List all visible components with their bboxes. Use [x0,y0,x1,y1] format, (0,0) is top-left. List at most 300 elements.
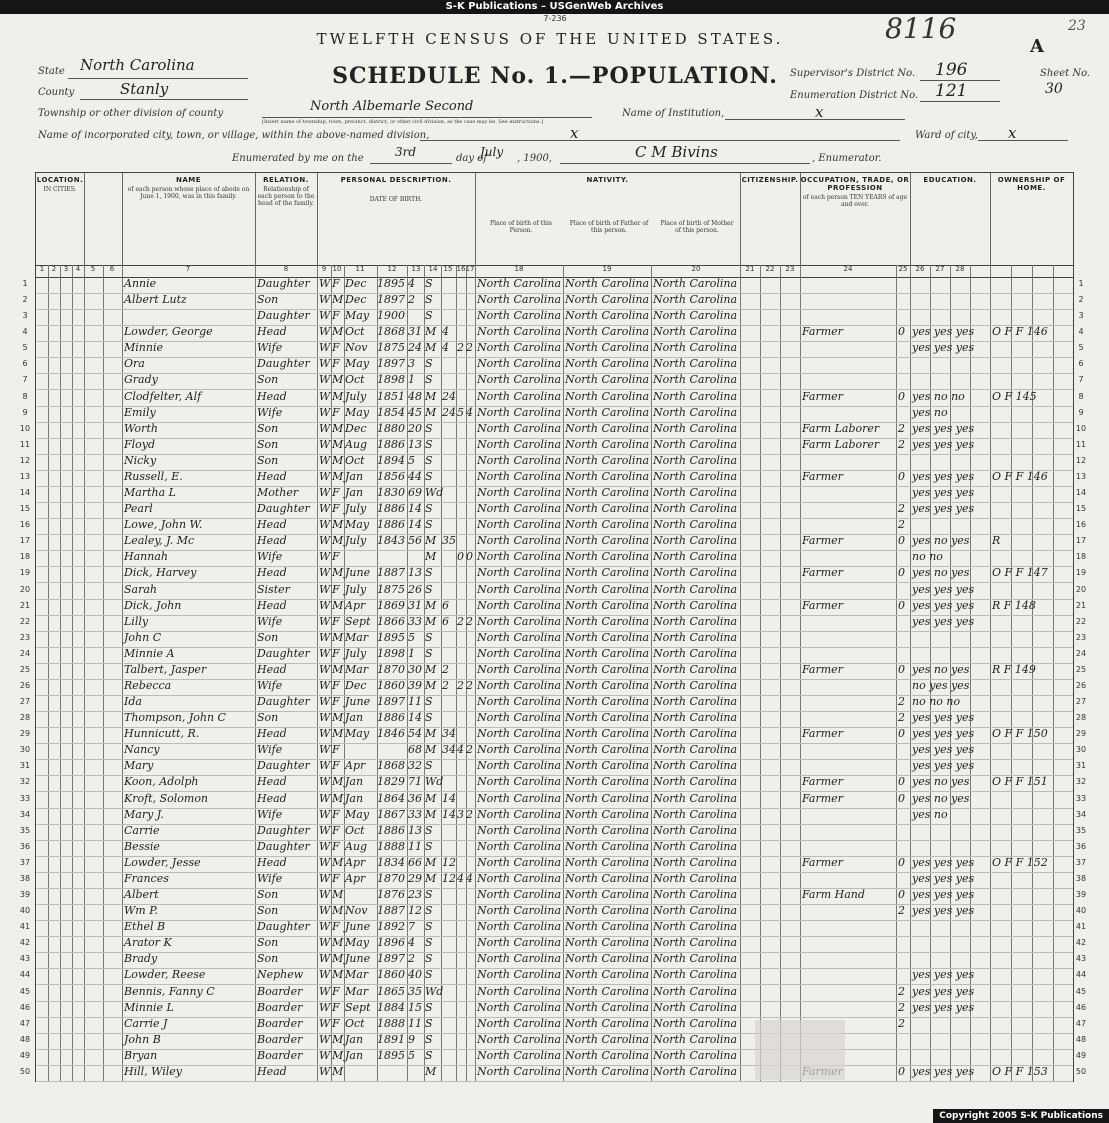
cell-ch [457,454,466,470]
cell-fp: North Carolina [565,325,650,339]
cell-month [345,888,377,904]
cell-mar: S [425,695,433,709]
cell-own: O F F 152 [992,855,1048,869]
cell-sex: F [332,486,340,500]
cell-year: 1897 [377,357,405,371]
cell-fp: North Carolina [565,952,650,966]
cell-fam [103,872,122,888]
occupation-header: OCCUPATION, TRADE, OR PROFESSION of each person TEN YEARS of age and over. [800,173,911,265]
cell-name: Minnie [124,341,163,355]
cell-age: 66 [408,855,422,869]
cell-occ [802,647,896,663]
cell-dw [84,888,103,904]
cell-edu [912,357,990,373]
cell-own [992,840,1072,856]
cell-rel: Son [257,888,279,902]
row-number: 42 [19,938,31,948]
cell-own [992,502,1072,518]
relation-header: RELATION. Relationship of each person to the head of the family. [255,173,318,265]
row-number: 17 [1075,536,1087,546]
cell-fam [103,1033,122,1049]
cell-age: 14 [408,518,422,532]
cell-liv [466,824,475,840]
cell-ch: 3 [457,807,464,821]
cell-fp: North Carolina [565,518,650,532]
cell-name: Grady [124,373,158,387]
cell-sex: F [332,679,340,692]
cell-sex: F [332,871,340,885]
cell-mp: North Carolina [653,453,738,467]
cell-own: O F 145 [992,389,1037,403]
cell-yrs: 24 [442,389,456,403]
cell-name: Russell, E. [124,469,183,483]
cell-yrs: 34 [442,743,456,757]
cell-own: R F 148 [992,598,1036,612]
cell-rel: Wife [257,550,283,564]
cell-bp: North Carolina [477,502,562,516]
cell-sex: M [332,855,344,869]
cell-mp: North Carolina [653,984,738,998]
cell-rel: Wife [257,743,283,757]
cell-edu: yes yes yes [912,502,975,516]
table-row [36,792,1073,809]
cell-mp: North Carolina [653,1032,738,1046]
cell-month [345,1065,377,1081]
cell-bp: North Carolina [477,695,562,709]
cell-color: W [319,405,331,419]
row-number: 17 [19,536,31,546]
day-label: day of [456,153,487,164]
cell-yrs [442,293,456,309]
cell-mp: North Carolina [653,582,738,596]
cell-fam [103,808,122,824]
cell-occ: Farmer [802,325,843,339]
cell-color: W [319,888,331,902]
row-number: 36 [1075,841,1087,851]
cell-occ [802,824,896,840]
cell-ch [457,583,466,599]
cell-fam [103,534,122,550]
cell-age: 31 [408,598,422,612]
township-label: Township or other division of county [38,108,224,119]
cell-yrs: 4 [442,341,449,355]
cell-mo: 2 [898,984,905,998]
cell-liv [466,1049,475,1065]
cell-yrs: 34 [442,727,456,741]
cell-ch [457,486,466,502]
cell-name: Bessie [124,839,160,853]
cell-edu: no no no [912,695,961,709]
column-number: 27 [935,265,945,273]
cell-fam [103,856,122,872]
cell-mar: M [425,662,437,676]
cell-liv [466,695,475,711]
cell-mo [898,743,910,759]
cell-dw [84,502,103,518]
cell-fp: North Carolina [565,904,650,918]
cell-mar: S [425,646,433,660]
cell-month: Mar [345,662,369,676]
cell-rel: Wife [257,614,283,628]
cell-color: W [319,839,331,853]
cell-edu [912,518,990,534]
cell-occ: Farmer [802,791,843,805]
cell-yrs: 14 [442,791,456,805]
cell-age: 14 [408,711,422,725]
cell-bp: North Carolina [477,920,562,934]
cell-bp: North Carolina [477,469,562,483]
cell-occ [802,679,896,695]
cell-fam [103,1049,122,1065]
cell-mp: North Carolina [653,920,738,934]
cell-color: W [319,936,331,950]
cell-name: Annie [124,277,157,290]
cell-ch [457,631,466,647]
city-underline [420,140,900,141]
row-number: 6 [1078,359,1084,369]
cell-edu [912,631,990,647]
column-number: 2 [51,265,57,273]
cell-year: 1895 [377,1048,405,1062]
cell-name: Mary [124,759,154,773]
cell-rel: Boarder [257,1016,303,1030]
cell-year: 1846 [377,727,405,741]
cell-age: 5 [408,453,415,467]
cell-mar: S [425,711,433,725]
cell-month: Nov [345,341,368,355]
cell-mp: North Carolina [653,502,738,516]
cell-edu: yes no no [912,389,965,403]
cell-ch [457,936,466,952]
cell-year: 1875 [377,341,405,355]
township-note: [Insert name of township, town, precinct, district, or other civil division, as the case may be. See instructions.] [262,119,544,125]
cell-mo: 2 [898,421,905,435]
cell-bp: North Carolina [477,952,562,966]
table-row [36,840,1073,857]
cell-sex: M [332,373,344,387]
ward-label: Ward of city, [915,130,978,141]
cell-mar: M [425,807,437,821]
cell-mo [898,277,910,293]
cell-occ: Farmer [802,534,843,548]
row-number: 39 [1075,890,1087,900]
cell-month: May [345,727,370,741]
cell-occ [802,985,896,1001]
cell-mar: S [425,502,433,516]
cell-mp: North Carolina [653,646,738,660]
cell-yrs [442,566,456,582]
row-number: 8 [22,391,28,401]
cell-name: Hannah [124,550,168,564]
cell-fam [103,695,122,711]
row-number: 43 [19,954,31,964]
table-row [36,1065,1073,1082]
enumerator-label: , Enumerator. [812,153,882,164]
cell-mar: M [425,855,437,869]
county-underline [80,99,248,100]
cell-mp: North Carolina [653,695,738,709]
table-row [36,856,1073,873]
cell-rel: Boarder [257,984,303,998]
column-number: 14 [428,265,438,273]
cell-mp: North Carolina [653,952,738,966]
copyright-banner: Copyright 2005 S-K Publications [933,1109,1109,1123]
cell-rel: Boarder [257,1048,303,1062]
cell-liv [466,470,475,486]
cell-mo: 0 [898,389,905,403]
cell-liv [466,534,475,550]
row-number: 42 [1075,938,1087,948]
cell-rel: Wife [257,679,283,692]
cell-edu: yes no yes [912,791,970,805]
cell-month: Oct [345,453,365,467]
cell-sex: M [332,727,344,741]
cell-ch [457,727,466,743]
table-row [36,872,1073,889]
cell-mo [898,583,910,599]
cell-fam [103,518,122,534]
cell-mar: M [425,325,437,339]
cell-ch [457,775,466,791]
row-number: 7 [22,375,28,385]
cell-sex: F [332,839,340,853]
cell-bp: North Carolina [477,293,562,307]
cell-fp: North Carolina [565,341,650,355]
cell-own [992,824,1072,840]
cell-sex: M [332,437,344,451]
cell-sex: M [332,566,344,580]
cell-bp: North Carolina [477,598,562,612]
cell-year: 1867 [377,807,405,821]
cell-ch [457,325,466,341]
cell-mo [898,808,910,824]
city-value: x [570,124,579,142]
row-number: 44 [1075,970,1087,980]
row-number: 4 [22,327,28,337]
cell-month: Jan [345,791,364,805]
cell-yrs [442,840,456,856]
cell-color: W [319,695,331,709]
cell-color: W [319,630,331,644]
cell-ch: 4 [457,871,464,885]
form-number: 7-236 [543,14,567,23]
cell-mo: 2 [898,695,905,709]
row-number: 26 [19,681,31,690]
cell-mp: North Carolina [653,389,738,403]
cell-mo [898,647,910,663]
cell-color: W [319,566,331,580]
cell-mp: North Carolina [653,309,738,323]
cell-own [992,486,1072,502]
cell-name: Floyd [124,437,156,451]
cell-ch: 5 [457,405,464,419]
row-number: 36 [19,841,31,851]
table-row [36,566,1073,583]
cell-fam [103,743,122,759]
cell-rel: Daughter [257,502,310,516]
cell-bp: North Carolina [477,823,562,837]
cell-ch [457,856,466,872]
cell-yrs: 2 [442,679,449,692]
cell-dw [84,727,103,743]
row-number: 41 [19,922,31,932]
cell-edu: yes yes yes [912,1000,975,1014]
cell-name: John C [124,630,162,644]
cell-liv: 0 [466,550,473,564]
cell-edu: yes no yes [912,566,970,580]
cell-color: W [319,743,331,757]
cell-edu [912,373,990,389]
cell-own [992,920,1072,936]
row-number: 1 [1078,279,1084,288]
table-row [36,824,1073,841]
cell-mo: 0 [898,662,905,676]
cell-sex: M [332,775,344,789]
row-number: 2 [22,295,28,305]
cell-ch [457,920,466,936]
cell-fp: North Carolina [565,807,650,821]
cell-name: Albert Lutz [124,293,187,307]
column-number: 16 [456,265,466,273]
cell-name: Bryan [124,1048,158,1062]
cell-mp: North Carolina [653,1064,738,1078]
cell-occ: Farmer [802,855,843,869]
cell-edu: yes yes yes [912,341,975,355]
cell-liv [466,952,475,968]
cell-edu: yes yes yes [912,855,975,869]
cell-month [345,550,377,566]
cell-yrs [442,1033,456,1049]
row-number: 16 [19,520,31,530]
cell-color: W [319,502,331,516]
cell-fp: North Carolina [565,1032,650,1046]
cell-mp: North Carolina [653,743,738,757]
row-number: 24 [19,648,31,658]
cell-occ [802,583,896,599]
cell-bp: North Carolina [477,630,562,644]
sheet-letter: A [1030,36,1044,57]
cell-fp: North Carolina [565,469,650,483]
row-number: 45 [1075,986,1087,996]
cell-mar: S [425,566,433,580]
cell-age: 3 [408,357,415,371]
cell-dw [84,792,103,808]
cell-own [992,583,1072,599]
cell-color: W [319,871,331,885]
census-grid [35,172,1074,1082]
cell-liv: 2 [466,341,473,355]
cell-liv: 2 [466,743,473,757]
cell-bp: North Carolina [477,566,562,580]
row-number: 37 [19,857,31,867]
cell-own [992,438,1072,454]
column-number: 26 [915,265,925,273]
row-number: 40 [19,906,31,916]
cell-year: 1868 [377,325,405,339]
cell-fam [103,1001,122,1017]
cell-mo [898,631,910,647]
cell-own [992,1017,1072,1033]
cell-occ [802,341,896,357]
cell-fam [103,792,122,808]
cell-liv [466,663,475,679]
cell-occ [802,952,896,968]
cell-month: Oct [345,373,365,387]
cell-sex: F [332,277,340,290]
supervisor-value: 196 [935,60,968,80]
cell-mar: Wd [425,775,444,789]
cell-color: W [319,823,331,837]
cell-rel: Head [257,518,287,532]
cell-sex: M [332,888,344,902]
column-number: 18 [514,265,524,273]
cell-bp: North Carolina [477,277,562,290]
cell-occ [802,502,896,518]
cell-mo [898,293,910,309]
cell-dw [84,872,103,888]
cell-month: Dec [345,277,367,290]
cell-liv [466,486,475,502]
name-header: NAME of each person whose place of abode on June 1, 1900, was in this family. [122,173,256,265]
cell-bp: North Carolina [477,437,562,451]
cell-fp: North Carolina [565,984,650,998]
cell-fam [103,293,122,309]
cell-dw [84,824,103,840]
cell-name: Bennis, Fanny C [124,984,215,998]
row-number: 31 [19,761,31,771]
row-number: 27 [19,697,31,707]
cell-dw [84,856,103,872]
cell-year: 1886 [377,711,405,725]
cell-mo: 0 [898,566,905,580]
cell-year [377,550,407,566]
cell-edu: yes yes yes [912,871,975,885]
table-row [36,679,1073,696]
cell-occ [802,486,896,502]
cell-mo: 2 [898,711,905,725]
cell-fp: North Carolina [565,775,650,789]
cell-yrs [442,824,456,840]
cell-rel: Head [257,855,287,869]
cell-fam [103,888,122,904]
cell-mo: 0 [898,855,905,869]
cell-mp: North Carolina [653,437,738,451]
cell-liv [466,856,475,872]
cell-ch [457,1065,466,1081]
cell-mo [898,824,910,840]
cell-sex: M [332,1064,344,1078]
cell-bp: North Carolina [477,453,562,467]
cell-month: Sept [345,1000,371,1014]
cell-edu [912,309,990,325]
cell-mar: S [425,839,433,853]
cell-mp: North Carolina [653,293,738,307]
cell-occ [802,759,896,775]
cell-name: Clodfelter, Alf [124,389,202,403]
cell-fp: North Carolina [565,309,650,323]
cell-year: 1829 [377,775,405,789]
cell-yrs [442,695,456,711]
cell-ch [457,968,466,984]
cell-mar: S [425,421,433,435]
citizenship-header: CITIZENSHIP. [740,173,801,265]
cell-year: 1898 [377,646,405,660]
row-number: 18 [1075,552,1087,562]
cell-fp: North Carolina [565,502,650,516]
cell-fam [103,647,122,663]
nativity-header: NATIVITY. Place of birth of this Person. Place of birth of Father of this person. Place of birth of Mother of this person. [475,173,741,265]
cell-color: W [319,1048,331,1062]
